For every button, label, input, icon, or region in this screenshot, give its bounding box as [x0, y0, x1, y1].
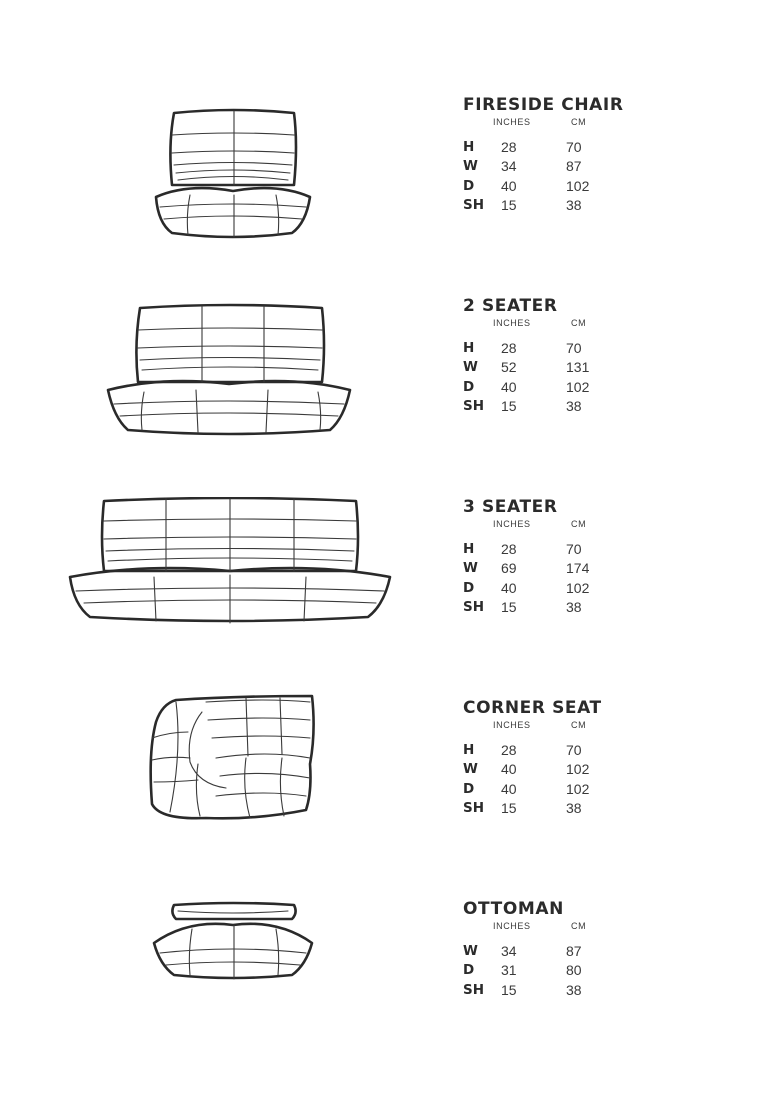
dimension-cm: 174 — [566, 560, 590, 577]
dimension-key: W — [463, 761, 478, 778]
dimension-row — [463, 157, 624, 176]
dimension-row — [463, 598, 582, 617]
unit-inches-label: INCHES — [493, 318, 531, 328]
dimension-inches: 28 — [501, 742, 517, 758]
product-3-seater — [0, 497, 768, 697]
dimension-row — [463, 378, 590, 397]
dimension-cm: 87 — [566, 943, 582, 959]
dimension-row — [463, 579, 590, 598]
dimension-cm: 102 — [566, 378, 590, 395]
unit-cm-label: CM — [571, 117, 587, 127]
unit-headers — [463, 117, 624, 131]
dimension-key: W — [463, 359, 478, 376]
dimension-rows — [463, 942, 582, 1000]
dimension-key: SH — [463, 799, 485, 816]
dimension-cm: 102 — [566, 761, 590, 778]
dimension-key: SH — [463, 981, 485, 998]
dimension-key: SH — [463, 598, 485, 615]
dimension-inches: 40 — [501, 378, 517, 395]
unit-cm-label: CM — [571, 519, 587, 529]
dimension-key: W — [463, 560, 478, 577]
unit-headers — [463, 720, 602, 734]
dimension-key: H — [463, 541, 475, 557]
unit-cm-label: CM — [571, 318, 587, 328]
unit-inches-label: INCHES — [493, 921, 531, 931]
dimension-cm: 87 — [566, 158, 582, 175]
dimension-inches: 28 — [501, 541, 517, 557]
3-seater-spec — [463, 497, 590, 617]
dimension-key: D — [463, 962, 475, 979]
unit-inches-label: INCHES — [493, 720, 531, 730]
dimension-inches: 40 — [501, 579, 517, 596]
2-seater-illustration — [104, 300, 354, 438]
fireside-chair-illustration — [148, 105, 318, 240]
unit-headers — [463, 318, 587, 332]
dimension-inches: 34 — [501, 158, 517, 175]
dimension-key: D — [463, 177, 475, 194]
dimension-inches: 40 — [501, 177, 517, 194]
dimension-cm: 131 — [566, 359, 590, 376]
dimension-key: H — [463, 340, 475, 356]
dimension-inches: 15 — [501, 598, 517, 615]
dimension-cm: 80 — [566, 962, 582, 979]
product-fireside-chair — [0, 95, 768, 295]
dimension-inches: 52 — [501, 359, 517, 376]
dimension-key: H — [463, 742, 475, 758]
dimension-cm: 102 — [566, 780, 590, 797]
unit-headers — [463, 519, 587, 533]
dimension-rows — [463, 540, 590, 617]
dimension-cm: 70 — [566, 541, 582, 557]
dimension-key: SH — [463, 196, 485, 213]
product-title: 2 SEATER — [463, 296, 558, 316]
dimension-key: D — [463, 579, 475, 596]
dimension-inches: 15 — [501, 981, 517, 998]
dimension-row — [463, 397, 582, 416]
product-title: CORNER SEAT — [463, 698, 602, 718]
ottoman-spec — [463, 899, 587, 1000]
dimension-cm: 38 — [566, 799, 582, 816]
product-ottoman — [0, 899, 768, 1099]
dimension-inches: 28 — [501, 340, 517, 356]
product-title: 3 SEATER — [463, 497, 558, 517]
dimension-row — [463, 138, 624, 157]
dimension-inches: 40 — [501, 780, 517, 797]
dimension-row — [463, 358, 590, 377]
dimension-inches: 15 — [501, 799, 517, 816]
dimension-cm: 38 — [566, 196, 582, 213]
dimension-row — [463, 196, 624, 215]
unit-headers — [463, 921, 587, 935]
dimension-cm: 70 — [566, 139, 582, 155]
dimension-row — [463, 339, 582, 358]
dimension-rows — [463, 138, 624, 215]
dimension-inches: 28 — [501, 139, 517, 155]
ottoman-illustration — [148, 899, 318, 981]
dimension-rows — [463, 741, 602, 818]
dimension-cm: 70 — [566, 742, 582, 758]
dimension-rows — [463, 339, 590, 416]
unit-inches-label: INCHES — [493, 117, 531, 127]
dimension-row — [463, 942, 582, 961]
dimension-key: D — [463, 780, 475, 797]
product-2-seater — [0, 296, 768, 496]
dimension-key: W — [463, 943, 478, 959]
dimension-cm: 102 — [566, 177, 590, 194]
dimension-inches: 34 — [501, 943, 517, 959]
dimension-inches: 15 — [501, 196, 517, 213]
dimension-key: W — [463, 158, 478, 175]
dimension-inches: 15 — [501, 397, 517, 414]
dimension-cm: 38 — [566, 598, 582, 615]
product-title: FIRESIDE CHAIR — [463, 95, 624, 115]
unit-inches-label: INCHES — [493, 519, 531, 529]
dimension-inches: 31 — [501, 962, 517, 979]
dimension-row — [463, 559, 590, 578]
corner-seat-spec — [463, 698, 602, 818]
dimension-cm: 102 — [566, 579, 590, 596]
dimension-inches: 40 — [501, 761, 517, 778]
dimension-row — [463, 760, 602, 779]
unit-cm-label: CM — [571, 720, 587, 730]
dimension-row — [463, 961, 582, 980]
product-title: OTTOMAN — [463, 899, 564, 919]
unit-cm-label: CM — [571, 921, 587, 931]
dimension-cm: 70 — [566, 340, 582, 356]
dimension-row — [463, 981, 582, 1000]
dimension-key: SH — [463, 397, 485, 414]
dimension-inches: 69 — [501, 560, 517, 577]
dimension-row — [463, 741, 602, 760]
dimension-row — [463, 177, 624, 196]
dimension-key: H — [463, 139, 475, 155]
dimension-key: D — [463, 378, 475, 395]
dimension-cm: 38 — [566, 981, 582, 998]
dimension-row — [463, 540, 582, 559]
fireside-chair-spec — [463, 95, 624, 215]
3-seater-illustration — [66, 497, 394, 625]
corner-seat-illustration — [146, 692, 322, 824]
dimension-row — [463, 799, 602, 818]
dimension-cm: 38 — [566, 397, 582, 414]
product-corner-seat — [0, 698, 768, 898]
2-seater-spec — [463, 296, 590, 416]
dimension-row — [463, 780, 602, 799]
